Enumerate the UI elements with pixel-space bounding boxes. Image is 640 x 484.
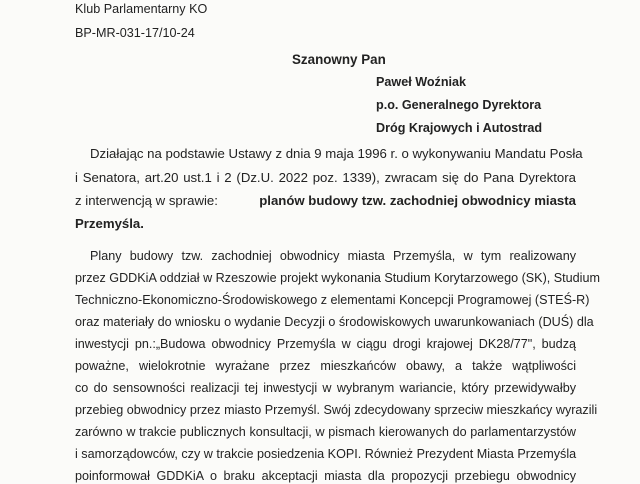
addressee-name: Paweł Woźniak [376,75,467,89]
body-line-8: przebieg obwodnicy przez miasto Przemyśl. Swój zdecydowany sprzeciw mieszkańcy wyrazili [75,403,598,417]
addressee-title-2: Dróg Krajowych i Autostrad [376,121,543,135]
club-name: Klub Parlamentarny KO [75,2,208,16]
body-line-11: poinformował GDDKiA o braku akceptacji miasta dla propozycji przebiegu obwodnicy [75,469,576,483]
intro-line-2: i Senatora, art.20 ust.1 i 2 (Dz.U. 2022 poz. 1339), zwracam się do Pana Dyrektora [75,170,576,185]
body-line-6: poważne, wielokrotnie wyrażane przez mieszkańców obawy, a także wątpliwości [75,359,576,373]
intro-line-4: Przemyśla. [75,216,144,231]
body-line-5: inwestycji pn.:„Budowa obwodnicy Przemyśla w ciągu drogi krajowej DK28/77", budzą [75,337,576,351]
salutation: Szanowny Pan [292,52,386,67]
body-line-4: oraz materiały do wniosku o wydanie Decyzji o środowiskowych uwarunkowaniach (DUŚ) dla [75,315,594,329]
body-line-3: Techniczno-Ekonomiczno-Środowiskowego z elementami Koncepcji Programowej (STEŚ-R) [75,293,590,307]
body-line-10: i samorządowców, czy w trakcie posiedzenia KOPI. Również Prezydent Miasta Przemyśla [75,447,577,461]
body-line-2: przez GDDKiA oddział w Rzeszowie projekt wykonania Studium Korytarzowego (SK), Studium [75,271,600,285]
intro-line-1: Działając na podstawie Ustawy z dnia 9 maja 1996 r. o wykonywaniu Mandatu Posła [90,146,583,161]
body-line-7: co do sensowności realizacji tej inwestycji w wybranym wariancie, który przewidywałby [75,381,576,395]
body-line-9: zarówno w trakcie publicznych konsultacji, w pismach kierowanych do parlamentarzystów [75,425,576,439]
intro-line-3-plain: z interwencją w sprawie: [75,193,218,208]
intro-line-3 [75,193,576,208]
reference-number: BP-MR-031-17/10-24 [75,26,195,40]
intro-subject-bold: planów budowy tzw. zachodniej obwodnicy miasta [259,193,576,208]
body-line-1: Plany budowy tzw. zachodniej obwodnicy miasta Przemyśla, w tym realizowany [90,249,576,263]
addressee-title-1: p.o. Generalnego Dyrektora [376,98,542,112]
